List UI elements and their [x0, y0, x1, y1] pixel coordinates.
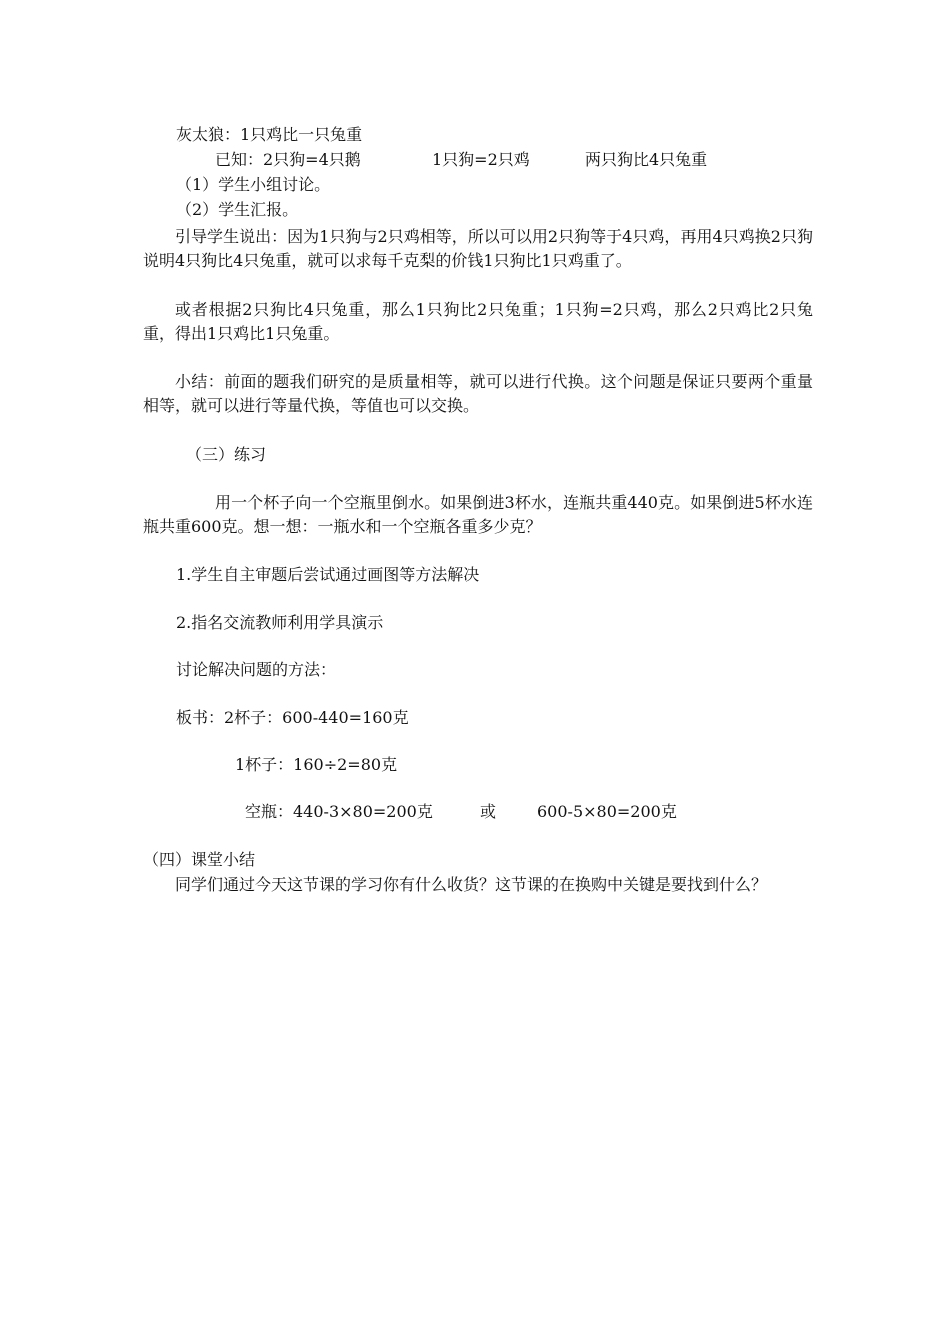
text-line-group-discussion: （1）学生小组讨论。: [176, 175, 331, 194]
known-fact-1: 已知：2只狗=4只鹅: [215, 150, 361, 169]
section-heading-class-summary: （四）课堂小结: [143, 850, 256, 869]
known-fact-3: 两只狗比4只兔重: [585, 150, 708, 169]
text-line-huitailang: 灰太狼：1只鸡比一只兔重: [176, 125, 363, 144]
paragraph-practice-problem: 用一个杯子向一个空瓶里倒水。如果倒进3杯水，连瓶共重440克。如果倒进5杯水连瓶共重600克。想一想：一瓶水和一个空瓶各重多少克？: [143, 493, 813, 536]
paragraph-guide-students: 引导学生说出：因为1只狗与2只鸡相等，所以可以用2只狗等于4只鸡，再用4只鸡换2只狗说明4只狗比4只兔重，就可以求每千克梨的价钱1只狗比1只鸡重了。: [143, 227, 813, 270]
text-line-step-1: 1.学生自主审题后尝试通过画图等方法解决: [176, 565, 480, 584]
paragraph-alternative-reasoning: 或者根据2只狗比4只兔重，那么1只狗比2只兔重；1只狗=2只鸡，那么2只鸡比2只兔重，得出1只鸡比1只兔重。: [143, 300, 813, 343]
text-line-student-report: （2）学生汇报。: [176, 200, 299, 219]
empty-bottle-method-1: 空瓶：440-3×80=200克: [245, 802, 433, 821]
paragraph-summary: 小结：前面的题我们研究的是质量相等，就可以进行代换。这个问题是保证只要两个重量相等，就可以进行等量代换，等值也可以交换。: [143, 372, 813, 415]
empty-bottle-method-2: 600-5×80=200克: [537, 802, 677, 821]
section-heading-practice: （三）练习: [186, 445, 267, 464]
known-fact-2: 1只狗=2只鸡: [432, 150, 530, 169]
text-line-discussion-method: 讨论解决问题的方法：: [176, 660, 337, 679]
or-connector: 或: [480, 802, 497, 821]
text-line-step-2: 2.指名交流教师利用学具演示: [176, 613, 384, 632]
text-line-board-2-cups: 板书：2杯子：600-440=160克: [176, 708, 409, 727]
text-line-board-1-cup: 1杯子：160÷2=80克: [235, 755, 398, 774]
paragraph-closing-question: 同学们通过今天这节课的学习你有什么收货？这节课的在换购中关键是要找到什么？: [175, 875, 768, 894]
